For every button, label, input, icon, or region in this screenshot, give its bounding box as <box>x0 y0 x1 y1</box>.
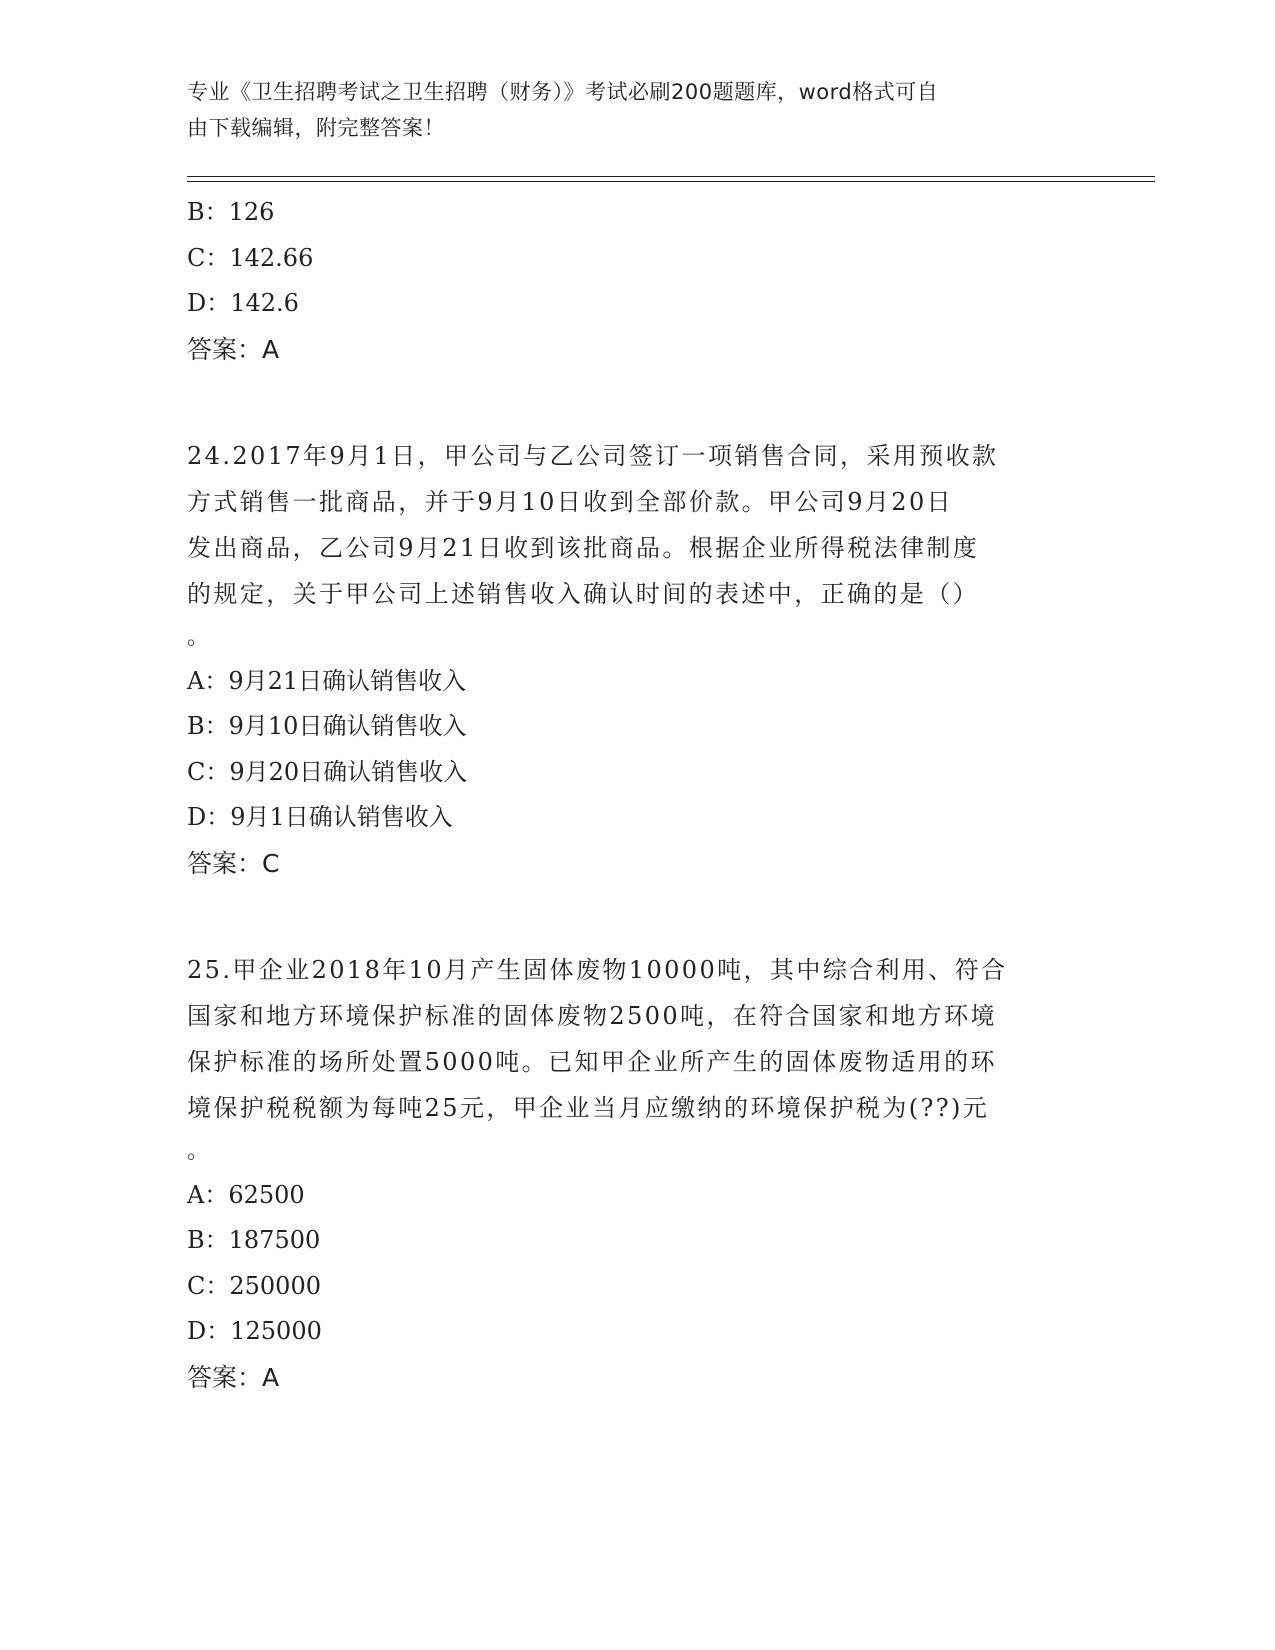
header-line-1: 专业《卫生招聘考试之卫生招聘（财务）》考试必刷200题题库，word格式可自 <box>187 80 939 104</box>
document-header <box>187 74 1067 146</box>
question-text-line: 25.甲企业2018年10月产生固体废物10000吨，其中综合利用、符合 <box>187 955 1008 984</box>
question-24-answer: 答案：C <box>187 848 280 878</box>
option-b: B：187500 <box>187 1226 321 1254</box>
header-line-2: 由下载编辑，附完整答案！ <box>187 116 445 140</box>
question-text-tail: 。 <box>187 1138 212 1164</box>
prev-question-answer: 答案：A <box>187 334 280 364</box>
option-b: B：9月10日确认销售收入 <box>187 712 467 740</box>
question-25-answer: 答案：A <box>187 1362 280 1392</box>
option-c: C：9月20日确认销售收入 <box>187 757 468 786</box>
question-text-line: 发出商品，乙公司9月21日收到该批商品。根据企业所得税法律制度 <box>187 533 980 562</box>
question-text-line: 国家和地方环境保护标准的固体废物2500吨，在符合国家和地方环境 <box>187 1001 997 1030</box>
question-text-line: 方式销售一批商品，并于9月10日收到全部价款。甲公司9月20日 <box>187 487 954 516</box>
question-text-line: 保护标准的场所处置5000吨。已知甲企业所产生的固体废物适用的环 <box>187 1047 997 1076</box>
option-d: D：125000 <box>187 1317 322 1345</box>
option-a: A：62500 <box>187 1180 305 1209</box>
question-24 <box>187 433 1087 887</box>
question-spacer <box>187 887 1087 947</box>
question-text-tail: 。 <box>187 624 212 650</box>
header-divider-top <box>187 176 1155 177</box>
option-c: C：250000 <box>187 1271 321 1300</box>
header-divider-bottom <box>187 181 1155 182</box>
question-text-line: 境保护税税额为每吨25元，甲企业当月应缴纳的环境保护税为(??)元 <box>187 1093 990 1122</box>
option-c: C：142.66 <box>187 243 314 272</box>
question-text-line: 24.2017年9月1日，甲公司与乙公司签订一项销售合同，采用预收款 <box>187 441 999 470</box>
question-content <box>187 190 1087 1401</box>
option-d: D：9月1日确认销售收入 <box>187 803 453 831</box>
option-d: D：142.6 <box>187 289 299 317</box>
question-25-text <box>187 947 1087 1173</box>
question-text-line: 的规定，关于甲公司上述销售收入确认时间的表述中，正确的是（） <box>187 579 979 608</box>
option-a: A：9月21日确认销售收入 <box>187 666 467 695</box>
question-spacer <box>187 373 1087 433</box>
question-24-text <box>187 433 1087 659</box>
option-b: B：126 <box>187 198 275 226</box>
question-25 <box>187 947 1087 1401</box>
prev-question-options <box>187 190 1087 327</box>
